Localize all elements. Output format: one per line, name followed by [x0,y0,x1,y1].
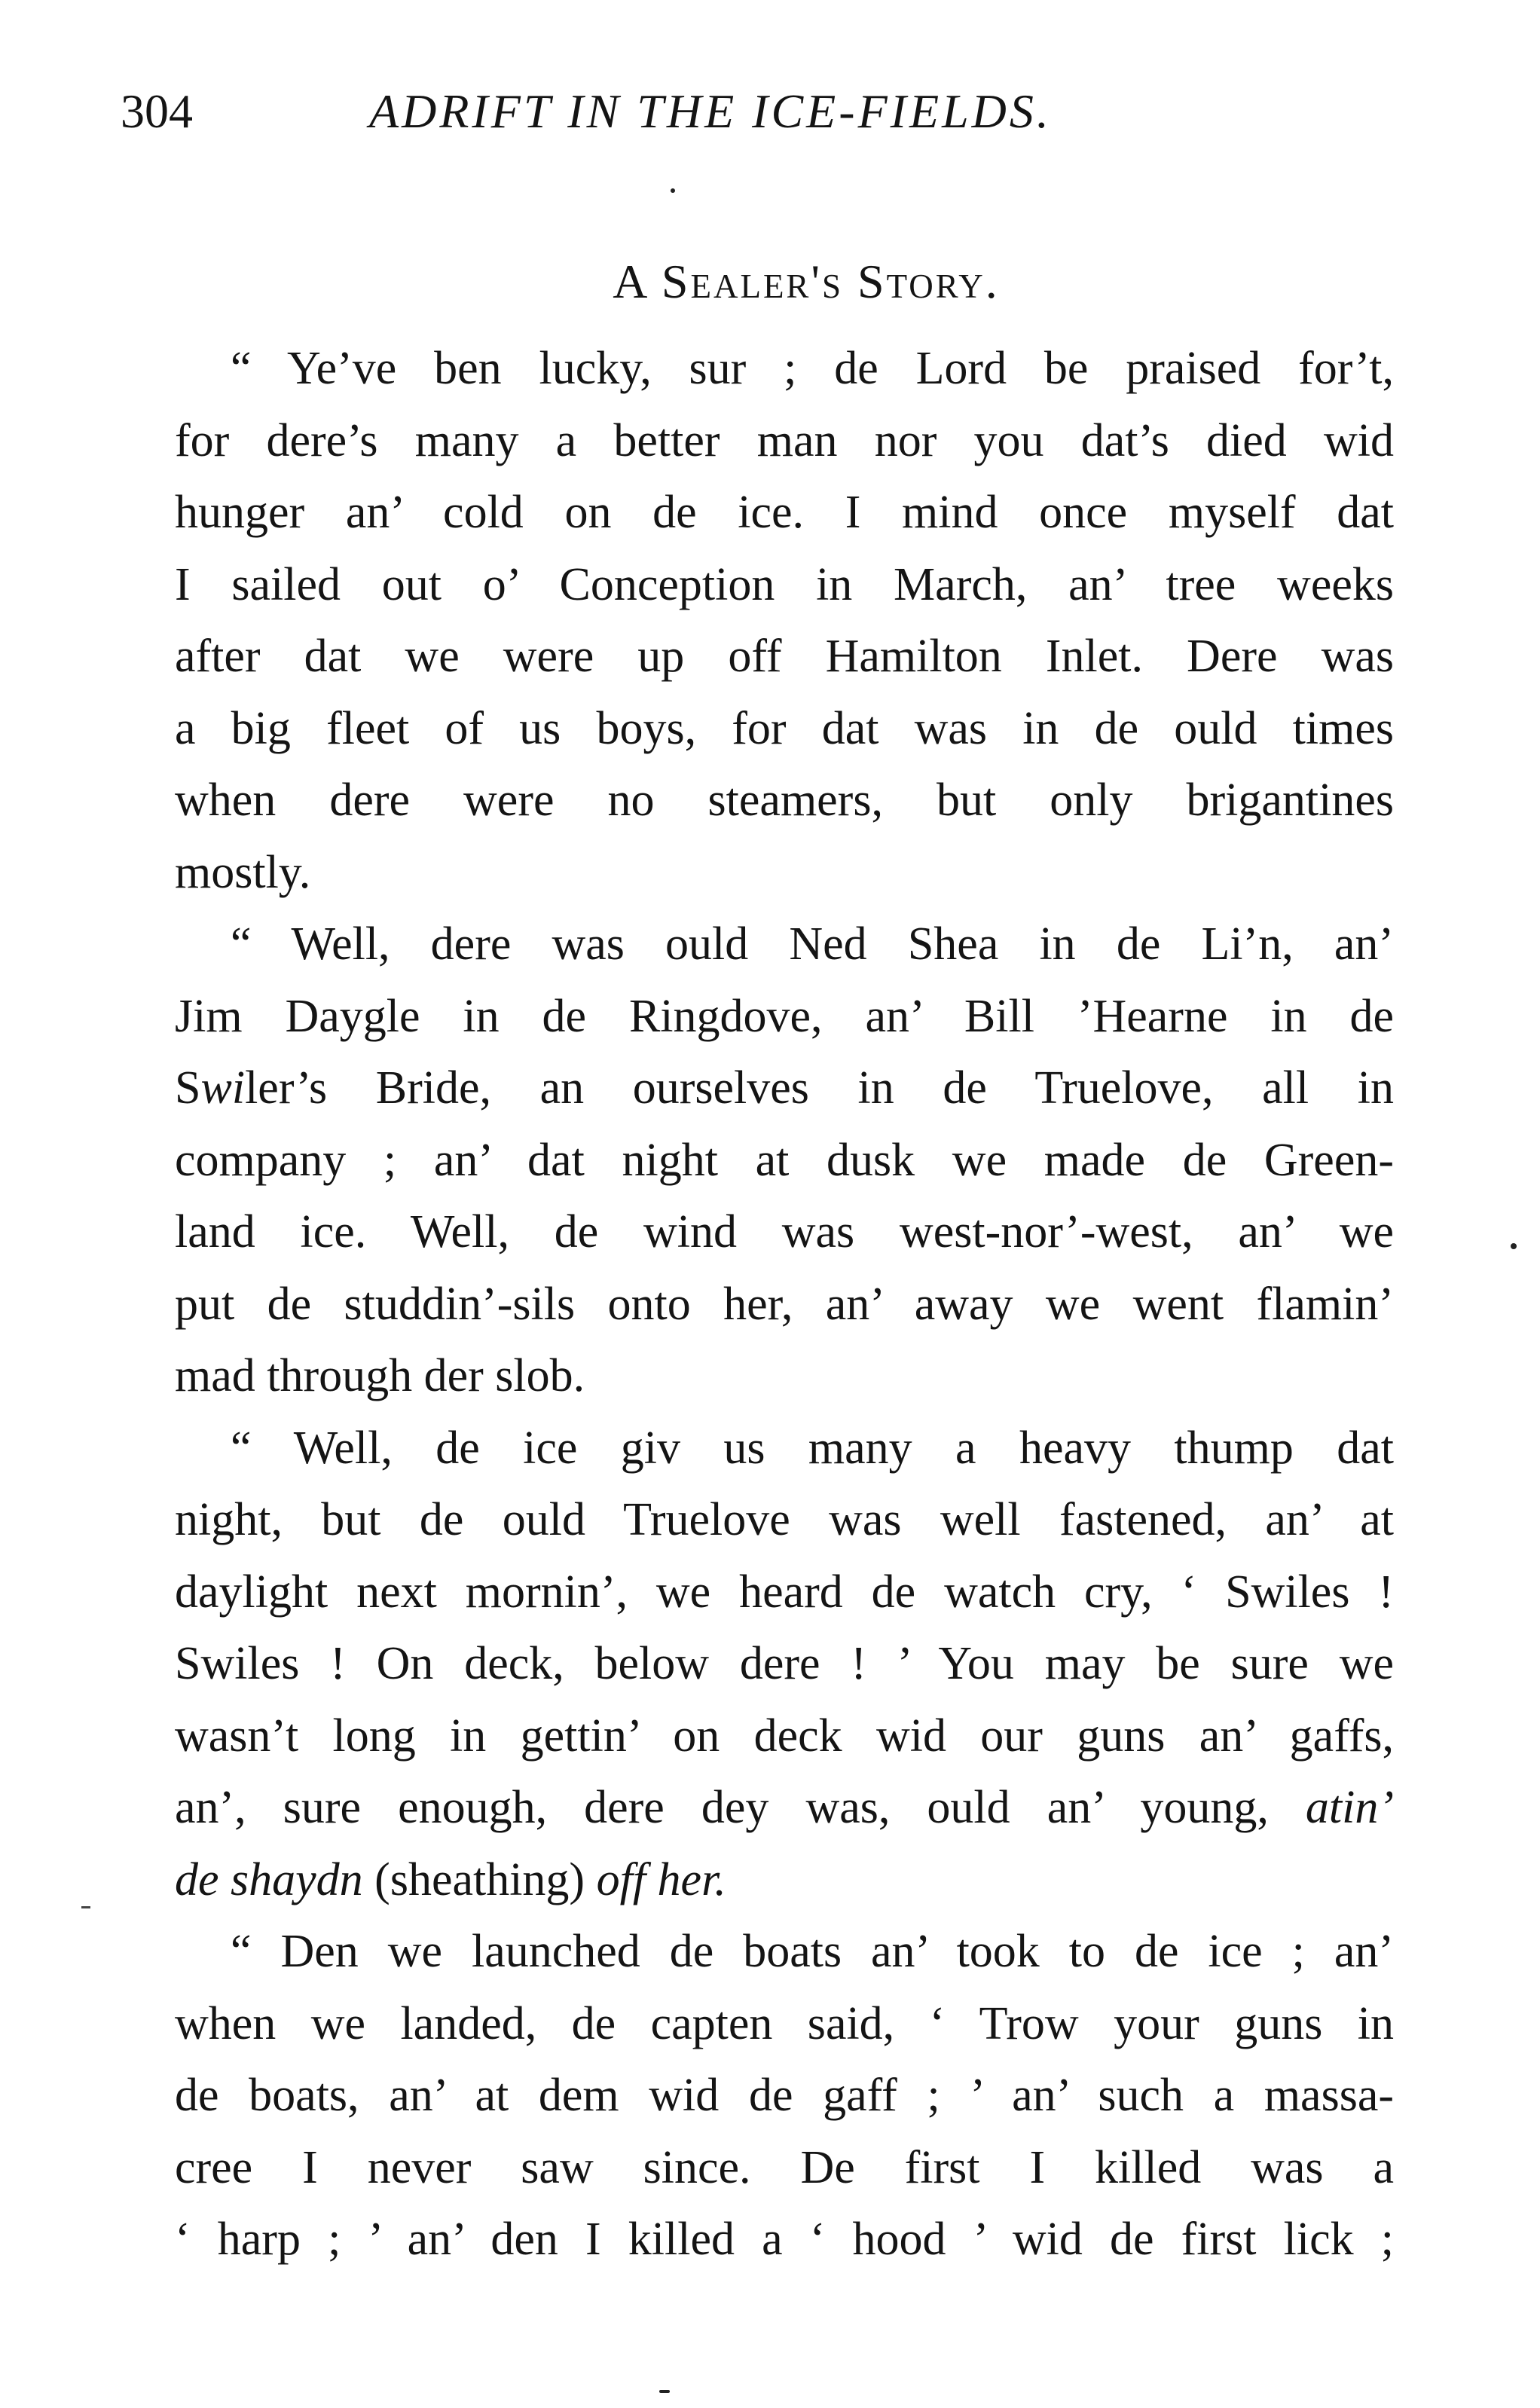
text-line: mad through der slob. [175,1350,585,1401]
italic-text: wi [200,1062,246,1114]
paragraph-3 [121,1413,1394,1917]
section-heading: A Sealer's Story. [613,255,1000,308]
text-line: “ Well, de ice giv us many a heavy thump dat [231,1422,1394,1474]
printer-dot-mark-margin [1511,1243,1517,1249]
text-line: “ Well, dere was ould Ned Shea in de Li’n, an’ [231,918,1394,970]
italic-text: atin’ [1305,1782,1395,1833]
text-line: hunger an’ cold on de ice. I mind once myself dat [175,487,1394,538]
printer-dot-mark [671,188,675,193]
italic-text: de shaydn [175,1853,363,1905]
text-line: wasn’t long in gettin’ on deck wid our guns an’ gaffs, [175,1710,1394,1762]
running-title: ADRIFT IN THE ICE-FIELDS. [369,84,1052,138]
margin-dash-mark [81,1906,90,1908]
italic-text: off her. [596,1853,726,1905]
text-line: after dat we were up off Hamilton Inlet. Dere was [175,631,1394,682]
printer-dash-mark-footer [659,2390,670,2393]
text-line: Swiles ! On deck, below dere ! ’ You may be sure we [175,1638,1394,1689]
text-line: cree I never saw since. De first I killed was a [175,2141,1394,2193]
text-line: daylight next mornin’, we heard de watch cry, ‘ Swiles ! [175,1566,1394,1618]
text-segment: (sheathing) [374,1853,585,1905]
paragraph-4 [121,1916,1394,2276]
text-line: “ Den we launched de boats an’ took to de ice ; an’ [231,1926,1394,1977]
text-line: company ; an’ dat night at dusk we made de Green- [175,1134,1394,1186]
text-line: land ice. Well, de wind was west-nor’-west, an’ we [175,1206,1394,1257]
text-line: a big fleet of us boys, for dat was in de ould times [175,702,1394,754]
text-line: Swiler’s Bride, an ourselves in de Truelove, all in [175,1062,1394,1114]
running-head [121,81,1401,142]
text-line: Jim Daygle in de Ringdove, an’ Bill ’Hearne in de [175,990,1394,1042]
page-number: 304 [121,84,193,138]
text-line: when dere were no steamers, but only brigantines [175,775,1394,826]
paragraph-2 [121,909,1394,1413]
text-line: mostly. [175,846,311,898]
text-line: “ Ye’ve ben lucky, sur ; de Lord be praised for’t, [231,343,1394,394]
text-line: I sailed out o’ Conception in March, an’ tree weeks [175,558,1394,610]
text-line: night, but de ould Truelove was well fastened, an’ at [175,1494,1394,1545]
text-line: ‘ harp ; ’ an’ den I killed a ‘ hood ’ wid de first lick ; [175,2214,1394,2265]
text-segment: an’, sure enough, dere dey was, ould an’ young, [175,1782,1269,1833]
text-line: put de studdin’-sils onto her, an’ away we went flamin’ [175,1278,1394,1330]
text-line-mixed [121,1844,1394,1917]
text-line-mixed [121,1772,1394,1844]
text-line: for dere’s many a better man nor you dat’s died wid [175,414,1394,466]
body-text [121,333,1394,2276]
text-line: when we landed, de capten said, ‘ Trow your guns in [175,1997,1394,2049]
paragraph-1 [121,333,1394,909]
text-line: de boats, an’ at dem wid de gaff ; ’ an’ such a massa- [175,2070,1394,2121]
